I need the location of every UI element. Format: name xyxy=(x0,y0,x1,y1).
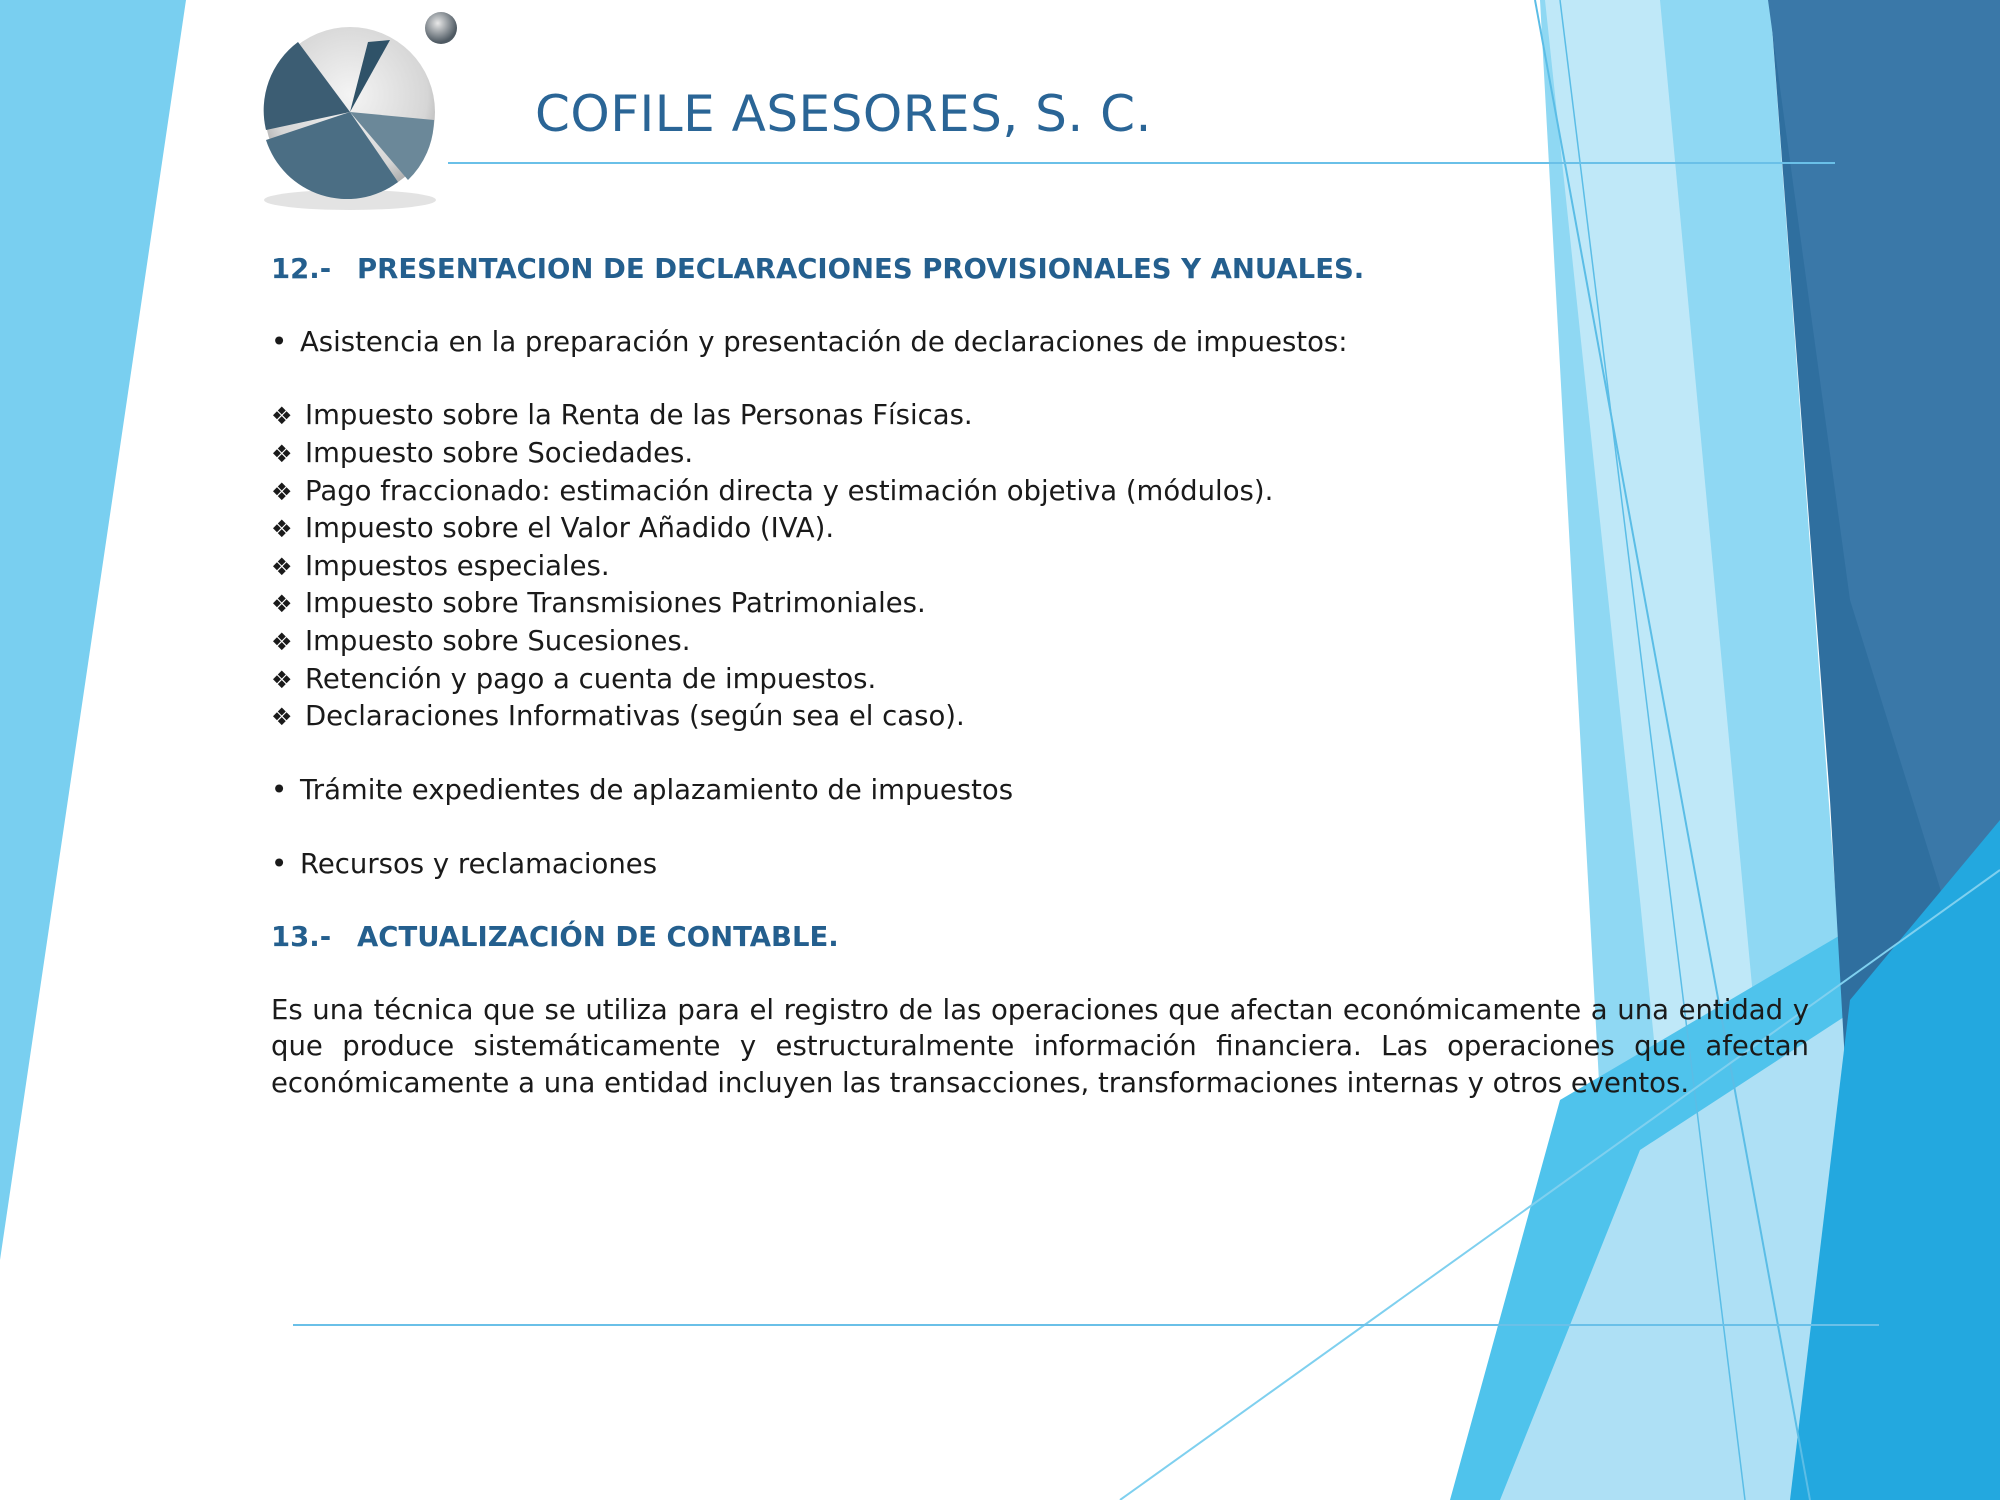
list-item: ❖ Declaraciones Informativas (según sea el caso). xyxy=(271,698,1809,736)
diamond-bullet-icon: ❖ xyxy=(271,439,293,468)
diamond-bullet-icon: ❖ xyxy=(271,627,293,656)
bullet-marker: • xyxy=(271,326,288,359)
section-13-title: ACTUALIZACIÓN DE CONTABLE. xyxy=(357,920,839,953)
list-item: ❖ Impuesto sobre Sociedades. xyxy=(271,435,1809,473)
bullet-text: Trámite expedientes de aplazamiento de impuestos xyxy=(300,774,1014,807)
bullet-item-recursos xyxy=(271,846,1809,883)
list-item: ❖ Impuesto sobre el Valor Añadido (IVA). xyxy=(271,510,1809,548)
diamond-bullet-icon: ❖ xyxy=(271,703,293,732)
tax-list xyxy=(271,397,1809,735)
bullet-marker: • xyxy=(271,774,288,807)
section-13-paragraph: Es una técnica que se utiliza para el registro de las operaciones que afectan económicamente a una entidad y que produce sistemáticamente y estructuralmente información financiera. Las operaciones que afectan económicamente a una entidad incluyen las transacciones, transformaciones internas y otros eventos. xyxy=(271,993,1809,1100)
diamond-bullet-icon: ❖ xyxy=(271,477,293,506)
section-12-heading xyxy=(271,251,1809,288)
list-item: ❖ Impuesto sobre Sucesiones. xyxy=(271,623,1809,661)
bullet-text: Recursos y reclamaciones xyxy=(300,847,658,880)
list-item: ❖ Retención y pago a cuenta de impuestos. xyxy=(271,661,1809,699)
title-divider xyxy=(448,162,1835,164)
list-item: ❖ Pago fraccionado: estimación directa y estimación objetiva (módulos). xyxy=(271,473,1809,511)
list-item: ❖ Impuesto sobre Transmisiones Patrimoniales. xyxy=(271,585,1809,623)
bullet-item-intro xyxy=(271,324,1809,361)
diamond-bullet-icon: ❖ xyxy=(271,665,293,694)
section-13-heading xyxy=(271,919,1809,956)
footer-divider xyxy=(293,1324,1879,1326)
section-12-title: PRESENTACION DE DECLARACIONES PROVISIONALES Y ANUALES. xyxy=(357,253,1365,285)
diamond-bullet-icon: ❖ xyxy=(271,515,293,544)
company-logo xyxy=(238,0,470,222)
bullet-text: Asistencia en la preparación y presentación de declaraciones de impuestos: xyxy=(300,326,1348,359)
main-content xyxy=(271,251,1809,1102)
section-12-number: 12.- xyxy=(271,253,332,285)
section-13-number: 13.- xyxy=(271,920,332,953)
diamond-bullet-icon: ❖ xyxy=(271,590,293,619)
list-item: ❖ Impuesto sobre la Renta de las Personas Físicas. xyxy=(271,397,1809,435)
bullet-item-aplazamiento xyxy=(271,772,1809,809)
left-blue-wedge xyxy=(0,0,186,1260)
list-item: ❖ Impuestos especiales. xyxy=(271,548,1809,586)
bullet-marker: • xyxy=(271,847,288,880)
diamond-bullet-icon: ❖ xyxy=(271,402,293,431)
diamond-bullet-icon: ❖ xyxy=(271,552,293,581)
page-title: COFILE ASESORES, S. C. xyxy=(535,85,1152,143)
